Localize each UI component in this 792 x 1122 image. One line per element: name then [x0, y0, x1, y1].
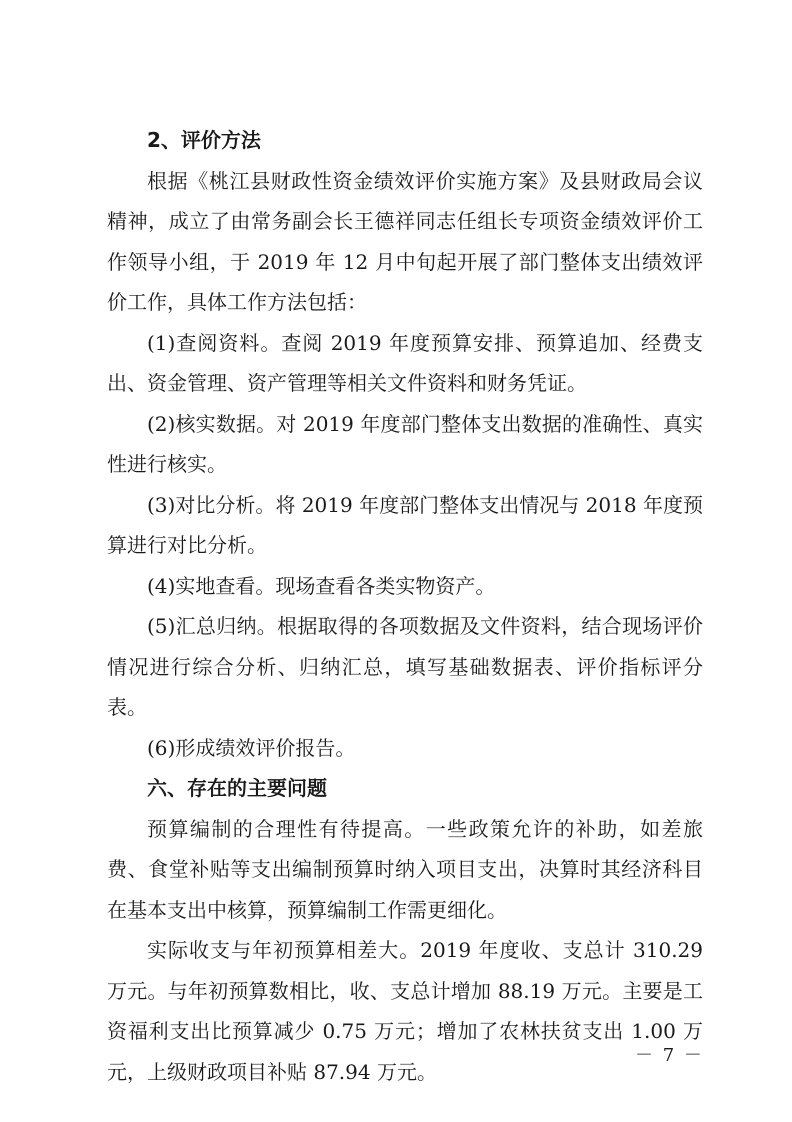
- method-item-4: (4)实地查看。现场查看各类实物资产。: [147, 573, 496, 598]
- section-heading-main-issues: 六、存在的主要问题: [147, 776, 327, 800]
- section-heading-evaluation-method: 2、评价方法: [147, 128, 261, 152]
- method-item-3: (3)对比分析。将 2019 年度部门整体支出情况与 2018 年度预算进行对比分析。: [107, 492, 703, 557]
- issue-paragraph-1: 预算编制的合理性有待提高。一些政策允许的补助，如差旅费、食堂补贴等支出编制预算时纳入项目支出，决算时其经济科目在基本支出中核算，预算编制工作需更细化。: [107, 816, 703, 922]
- method-intro-paragraph: 根据《桃江县财政性资金绩效评价实施方案》及县财政局会议精神，成立了由常务副会长王德祥同志任组长专项资金绩效评价工作领导小组，于 2019 年 12 月中旬起开展了部门整体支出绩效评价工作，具体工作方法包括：: [107, 168, 703, 314]
- issue-paragraph-2: 实际收支与年初预算相差大。2019 年度收、支总计 310.29 万元。与年初预算数相比，收、支总计增加 88.19 万元。主要是工资福利支出比预算减少 0.75 万元；增加了农林扶贫支出 1.00 万元，上级财政项目补贴 87.94 万元。: [107, 938, 703, 1084]
- method-item-6: (6)形成绩效评价报告。: [147, 735, 356, 760]
- method-item-5: (5)汇总归纳。根据取得的各项数据及文件资料，结合现场评价情况进行综合分析、归纳汇总，填写基础数据表、评价指标评分表。: [107, 614, 703, 719]
- document-body: [107, 120, 703, 1092]
- method-item-2: (2)核实数据。对 2019 年度部门整体支出数据的准确性、真实性进行核实。: [107, 411, 703, 476]
- page-number: － 7 －: [635, 1045, 704, 1066]
- method-item-1: (1)查阅资料。查阅 2019 年度预算安排、预算追加、经费支出、资金管理、资产管理等相关文件资料和财务凭证。: [107, 330, 703, 395]
